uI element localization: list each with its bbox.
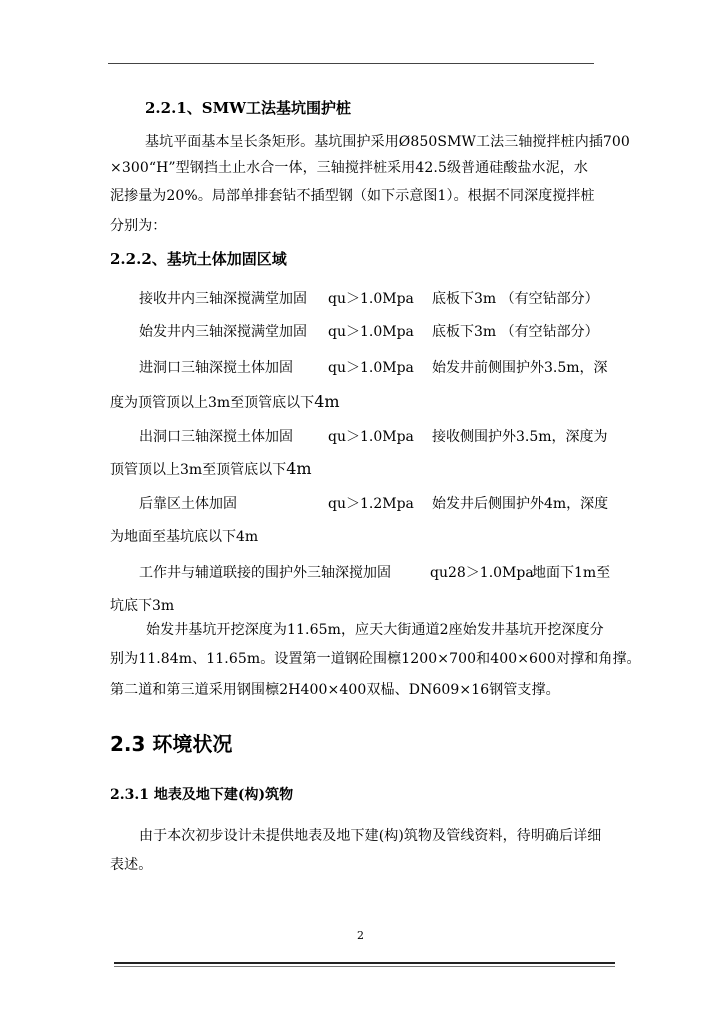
reinforcement-depth-value: 4m (286, 459, 312, 478)
paragraph-line: 由于本次初步设计未提供地表及地下建(构)筑物及管线资料，待明确后详细 (139, 828, 602, 844)
paragraph-line: 表述。 (110, 857, 153, 873)
paragraph-line: 始发井基坑开挖深度为11.65m，应天大街通道2座始发井基坑开挖深度分 (146, 622, 604, 638)
reinforcement-range: 底板下3m （有空钻部分） (432, 324, 599, 340)
reinforcement-area: 后靠区土体加固 (139, 496, 237, 512)
reinforcement-continuation: 为地面至基坑底以下4m (110, 529, 259, 545)
page-number: 2 (357, 929, 364, 942)
reinforcement-area: 出洞口三轴深搅土体加固 (139, 429, 293, 445)
reinforcement-area: 接收井内三轴深搅满堂加固 (139, 291, 307, 307)
paragraph-line: 泥掺量为20%。局部单排套钻不插型钢（如下示意图1）。根据不同深度搅拌桩 (110, 188, 595, 204)
reinforcement-range: 地面下1m至 (532, 565, 611, 581)
section-heading-2-3-1: 2.3.1 地表及地下建(构)筑物 (110, 787, 294, 803)
reinforcement-strength: qu＞1.2Mpa (328, 496, 414, 512)
section-heading-2-2-1: 2.2.1、SMW工法基坑围护桩 (145, 99, 352, 117)
reinforcement-range: 始发井后侧围护外4m，深度 (432, 496, 609, 512)
paragraph-line: 第二道和第三道采用钢围檩2H400×400双榀、DN609×16钢管支撑。 (110, 682, 560, 698)
paragraph-line: 基坑平面基本呈长条矩形。基坑围护采用Ø850SMW工法三轴搅拌桩内插700 (145, 134, 630, 150)
footer-rule (114, 962, 615, 964)
reinforcement-area: 工作井与辅道联接的围护外三轴深搅加固 (139, 565, 391, 581)
reinforcement-strength: qu＞1.0Mpa (328, 360, 414, 376)
reinforcement-range: 始发井前侧围护外3.5m，深 (432, 360, 608, 376)
paragraph-line: 别为11.84m、11.65m。设置第一道钢砼围檩1200×700和400×600对撑和角撑。 (110, 651, 641, 667)
reinforcement-continuation (110, 393, 340, 412)
section-heading-2-3: 2.3 环境状况 (110, 732, 233, 756)
reinforcement-continuation (110, 460, 312, 479)
reinforcement-area: 进洞口三轴深搅土体加固 (139, 360, 293, 376)
reinforcement-continuation: 坑底下3m (110, 598, 175, 614)
reinforcement-strength: qu28＞1.0Mpa (430, 565, 534, 581)
paragraph-line: 分别为： (110, 218, 167, 234)
reinforcement-range: 底板下3m （有空钻部分） (432, 291, 599, 307)
section-heading-2-2-2: 2.2.2、基坑土体加固区域 (110, 250, 287, 268)
reinforcement-area: 始发井内三轴深搅满堂加固 (139, 324, 307, 340)
reinforcement-strength: qu＞1.0Mpa (328, 324, 414, 340)
reinforcement-depth-value: 4m (314, 392, 340, 411)
header-rule (108, 63, 594, 64)
reinforcement-continuation-text: 顶管顶以上3m至顶管底以下 (110, 462, 287, 478)
reinforcement-continuation-text: 度为顶管顶以上3m至顶管底以下 (110, 395, 315, 411)
paragraph-line: ×300“H”型钢挡土止水合一体，三轴搅拌桩采用42.5级普通硅酸盐水泥，水 (110, 160, 588, 176)
reinforcement-range: 接收侧围护外3.5m，深度为 (432, 429, 608, 445)
reinforcement-strength: qu＞1.0Mpa (328, 291, 414, 307)
reinforcement-strength: qu＞1.0Mpa (328, 429, 414, 445)
